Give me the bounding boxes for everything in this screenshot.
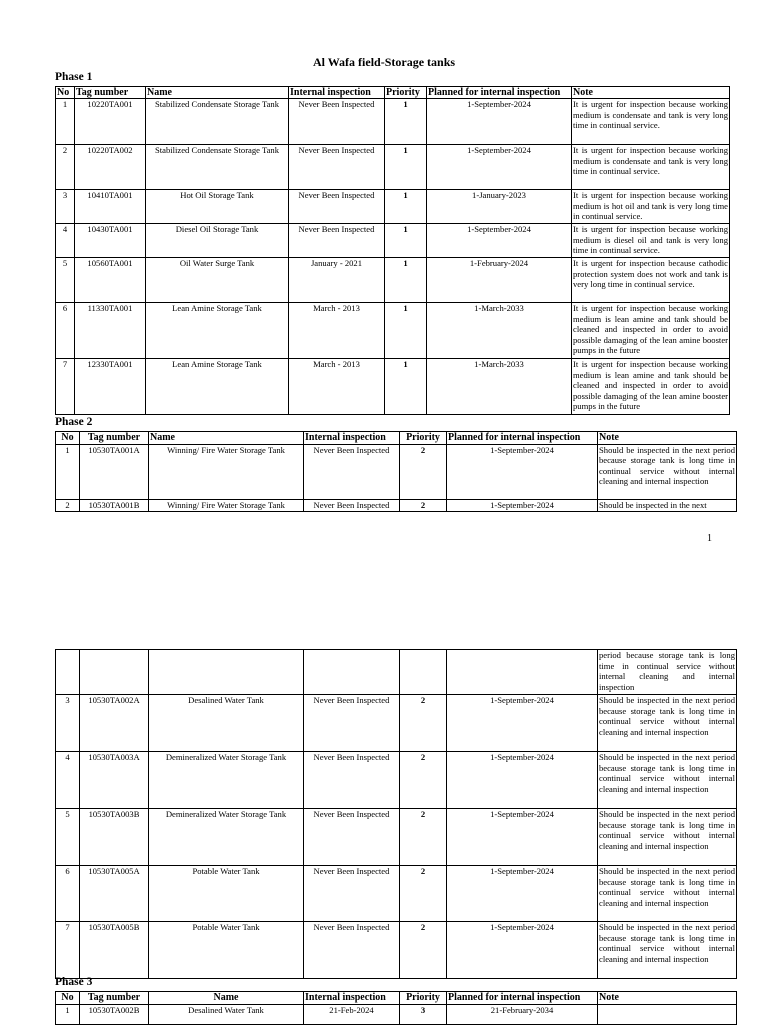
tag-number-cell: 10220TA002: [75, 145, 146, 190]
table-row: [56, 752, 737, 809]
tag-number-cell: 12330TA001: [75, 359, 146, 415]
table-row: [56, 99, 730, 145]
planned-date-cell: [447, 650, 598, 695]
row-number-cell: 3: [56, 695, 80, 752]
priority-cell: 1: [385, 359, 427, 415]
note-cell: Should be inspected in the next period because storage tank is long time in continual service without internal cleaning and internal inspection: [598, 866, 737, 922]
header-name: Name: [146, 87, 289, 99]
table-row: [56, 499, 737, 511]
tag-number-cell: 10530TA005B: [80, 922, 149, 979]
row-number-cell: 2: [56, 499, 80, 511]
internal-inspection-cell: 21-Feb-2024: [304, 1004, 400, 1024]
row-number-cell: 3: [56, 190, 75, 224]
row-number-cell: 4: [56, 752, 80, 809]
internal-inspection-cell: Never Been Inspected: [289, 145, 385, 190]
planned-date-cell: 1-September-2024: [447, 922, 598, 979]
header-internal-inspection: Internal inspection: [289, 87, 385, 99]
tag-number-cell: 10410TA001: [75, 190, 146, 224]
note-cell: Should be inspected in the next period because storage tank is long time in continual service without internal cleaning and internal inspection: [598, 444, 737, 499]
planned-date-cell: 1-March-2033: [427, 303, 572, 359]
tag-number-cell: 10530TA001A: [80, 444, 149, 499]
header-tag-number: Tag number: [80, 992, 149, 1005]
header-priority: Priority: [400, 992, 447, 1005]
planned-date-cell: 1-September-2024: [447, 695, 598, 752]
table-header-row: [56, 432, 737, 445]
phase-3-heading: Phase 3: [55, 976, 93, 988]
row-number-cell: 6: [56, 303, 75, 359]
page-number: 1: [707, 533, 712, 544]
note-cell: It is urgent for inspection because working medium is condensate and tank is very long time in continual service.: [572, 145, 730, 190]
internal-inspection-cell: March - 2013: [289, 359, 385, 415]
table-row: [56, 866, 737, 922]
row-number-cell: 7: [56, 359, 75, 415]
note-cell: [598, 1004, 737, 1024]
priority-cell: 1: [385, 99, 427, 145]
header-priority: Priority: [400, 432, 447, 445]
note-cell: It is urgent for inspection because working medium is lean amine and tank should be cleaned and inspected in order to avoid possible damaging of the lean amine booster pumps in the future: [572, 303, 730, 359]
planned-date-cell: 1-September-2024: [447, 866, 598, 922]
table-header-row: [56, 87, 730, 99]
phase-3-table: [55, 991, 737, 1025]
header-internal-inspection: Internal inspection: [304, 432, 400, 445]
header-no: No: [56, 992, 80, 1005]
internal-inspection-cell: Never Been Inspected: [289, 224, 385, 258]
table-row: [56, 444, 737, 499]
internal-inspection-cell: Never Been Inspected: [304, 809, 400, 866]
header-tag-number: Tag number: [80, 432, 149, 445]
planned-date-cell: 1-September-2024: [447, 499, 598, 511]
internal-inspection-cell: January - 2021: [289, 258, 385, 303]
note-cell: It is urgent for inspection because cathodic protection system does not work and tank is very long time in continual service.: [572, 258, 730, 303]
note-cell: Should be inspected in the next period because storage tank is long time in continual service without internal cleaning and internal inspection: [598, 752, 737, 809]
priority-cell: 2: [400, 866, 447, 922]
tag-number-cell: 10530TA002A: [80, 695, 149, 752]
internal-inspection-cell: March - 2013: [289, 303, 385, 359]
tank-name-cell: Demineralized Water Storage Tank: [149, 752, 304, 809]
tag-number-cell: 10530TA003A: [80, 752, 149, 809]
table-row: [56, 809, 737, 866]
note-cell: It is urgent for inspection because working medium is diesel oil and tank is very long time in continual service.: [572, 224, 730, 258]
table-row: [56, 224, 730, 258]
planned-date-cell: 1-March-2033: [427, 359, 572, 415]
table-row: [56, 922, 737, 979]
table-row: [56, 303, 730, 359]
header-tag-number: Tag number: [75, 87, 146, 99]
internal-inspection-cell: Never Been Inspected: [304, 499, 400, 511]
phase-2-table: [55, 431, 737, 512]
header-no: No: [56, 432, 80, 445]
tank-name-cell: Oil Water Surge Tank: [146, 258, 289, 303]
header-name: Name: [149, 432, 304, 445]
tank-name-cell: Lean Amine Storage Tank: [146, 359, 289, 415]
note-cell: period because storage tank is long time in continual service without internal cleaning and internal inspection: [598, 650, 737, 695]
table-row: [56, 359, 730, 415]
header-note: Note: [598, 992, 737, 1005]
tank-name-cell: Diesel Oil Storage Tank: [146, 224, 289, 258]
internal-inspection-cell: Never Been Inspected: [304, 444, 400, 499]
tank-name-cell: Winning/ Fire Water Storage Tank: [149, 444, 304, 499]
internal-inspection-cell: Never Been Inspected: [304, 695, 400, 752]
header-name: Name: [149, 992, 304, 1005]
row-number-cell: 5: [56, 258, 75, 303]
priority-cell: 1: [385, 303, 427, 359]
table-row: [56, 258, 730, 303]
planned-date-cell: 1-September-2024: [427, 99, 572, 145]
internal-inspection-cell: Never Been Inspected: [289, 190, 385, 224]
priority-cell: 2: [400, 752, 447, 809]
row-number-cell: 6: [56, 866, 80, 922]
note-cell: It is urgent for inspection because working medium is lean amine and tank should be cleaned and inspected in order to avoid possible damaging of the lean amine booster pumps in the future: [572, 359, 730, 415]
internal-inspection-cell: Never Been Inspected: [289, 99, 385, 145]
planned-date-cell: 1-September-2024: [427, 145, 572, 190]
tank-name-cell: Potable Water Tank: [149, 866, 304, 922]
planned-date-cell: 21-February-2034: [447, 1004, 598, 1024]
priority-cell: 1: [385, 258, 427, 303]
priority-cell: [400, 650, 447, 695]
header-note: Note: [598, 432, 737, 445]
row-number-cell: [56, 650, 80, 695]
priority-cell: 1: [385, 190, 427, 224]
tag-number-cell: 10530TA001B: [80, 499, 149, 511]
phase-2-table-continued: [55, 649, 737, 979]
note-cell: Should be inspected in the next period because storage tank is long time in continual service without internal cleaning and internal inspection: [598, 809, 737, 866]
row-number-cell: 5: [56, 809, 80, 866]
tank-name-cell: Desalined Water Tank: [149, 1004, 304, 1024]
priority-cell: 2: [400, 809, 447, 866]
phase-1-table: [55, 86, 730, 415]
tank-name-cell: Stabilized Condensate Storage Tank: [146, 99, 289, 145]
tank-name-cell: Winning/ Fire Water Storage Tank: [149, 499, 304, 511]
tag-number-cell: 10560TA001: [75, 258, 146, 303]
tag-number-cell: 11330TA001: [75, 303, 146, 359]
header-planned: Planned for internal inspection: [447, 432, 598, 445]
row-number-cell: 7: [56, 922, 80, 979]
priority-cell: 2: [400, 499, 447, 511]
priority-cell: 1: [385, 145, 427, 190]
tank-name-cell: Potable Water Tank: [149, 922, 304, 979]
tank-name-cell: Stabilized Condensate Storage Tank: [146, 145, 289, 190]
header-planned: Planned for internal inspection: [447, 992, 598, 1005]
note-cell: It is urgent for inspection because working medium is hot oil and tank is very long time in continual service.: [572, 190, 730, 224]
note-cell: Should be inspected in the next period because storage tank is long time in continual service without internal cleaning and internal inspection: [598, 922, 737, 979]
internal-inspection-cell: [304, 650, 400, 695]
priority-cell: 2: [400, 695, 447, 752]
note-cell: Should be inspected in the next period because storage tank is long time in continual service without internal cleaning and internal inspection: [598, 695, 737, 752]
row-number-cell: 1: [56, 1004, 80, 1024]
priority-cell: 3: [400, 1004, 447, 1024]
tag-number-cell: 10530TA003B: [80, 809, 149, 866]
tag-number-cell: 10530TA002B: [80, 1004, 149, 1024]
priority-cell: 2: [400, 444, 447, 499]
row-number-cell: 1: [56, 99, 75, 145]
header-priority: Priority: [385, 87, 427, 99]
phase-1-heading: Phase 1: [55, 71, 93, 83]
tag-number-cell: 10220TA001: [75, 99, 146, 145]
note-cell: It is urgent for inspection because working medium is condensate and tank is very long time in continual service.: [572, 99, 730, 145]
priority-cell: 2: [400, 922, 447, 979]
planned-date-cell: 1-February-2024: [427, 258, 572, 303]
row-number-cell: 1: [56, 444, 80, 499]
planned-date-cell: 1-January-2023: [427, 190, 572, 224]
priority-cell: 1: [385, 224, 427, 258]
planned-date-cell: 1-September-2024: [447, 752, 598, 809]
phase-2-heading: Phase 2: [55, 416, 93, 428]
planned-date-cell: 1-September-2024: [427, 224, 572, 258]
row-number-cell: 2: [56, 145, 75, 190]
tank-name-cell: [149, 650, 304, 695]
header-planned: Planned for internal inspection: [427, 87, 572, 99]
internal-inspection-cell: Never Been Inspected: [304, 922, 400, 979]
row-number-cell: 4: [56, 224, 75, 258]
tag-number-cell: 10530TA005A: [80, 866, 149, 922]
tank-name-cell: Demineralized Water Storage Tank: [149, 809, 304, 866]
table-row: [56, 190, 730, 224]
tank-name-cell: Lean Amine Storage Tank: [146, 303, 289, 359]
tag-number-cell: 10430TA001: [75, 224, 146, 258]
planned-date-cell: 1-September-2024: [447, 444, 598, 499]
table-header-row: [56, 992, 737, 1005]
document-title: Al Wafa field-Storage tanks: [312, 55, 456, 69]
table-row: [56, 695, 737, 752]
table-row: [56, 145, 730, 190]
tank-name-cell: Hot Oil Storage Tank: [146, 190, 289, 224]
header-note: Note: [572, 87, 730, 99]
internal-inspection-cell: Never Been Inspected: [304, 752, 400, 809]
table-row: [56, 1004, 737, 1024]
planned-date-cell: 1-September-2024: [447, 809, 598, 866]
tank-name-cell: Desalined Water Tank: [149, 695, 304, 752]
internal-inspection-cell: Never Been Inspected: [304, 866, 400, 922]
note-cell: Should be inspected in the next: [598, 499, 737, 511]
table-row: [56, 650, 737, 695]
tag-number-cell: [80, 650, 149, 695]
header-no: No: [56, 87, 75, 99]
header-internal-inspection: Internal inspection: [304, 992, 400, 1005]
